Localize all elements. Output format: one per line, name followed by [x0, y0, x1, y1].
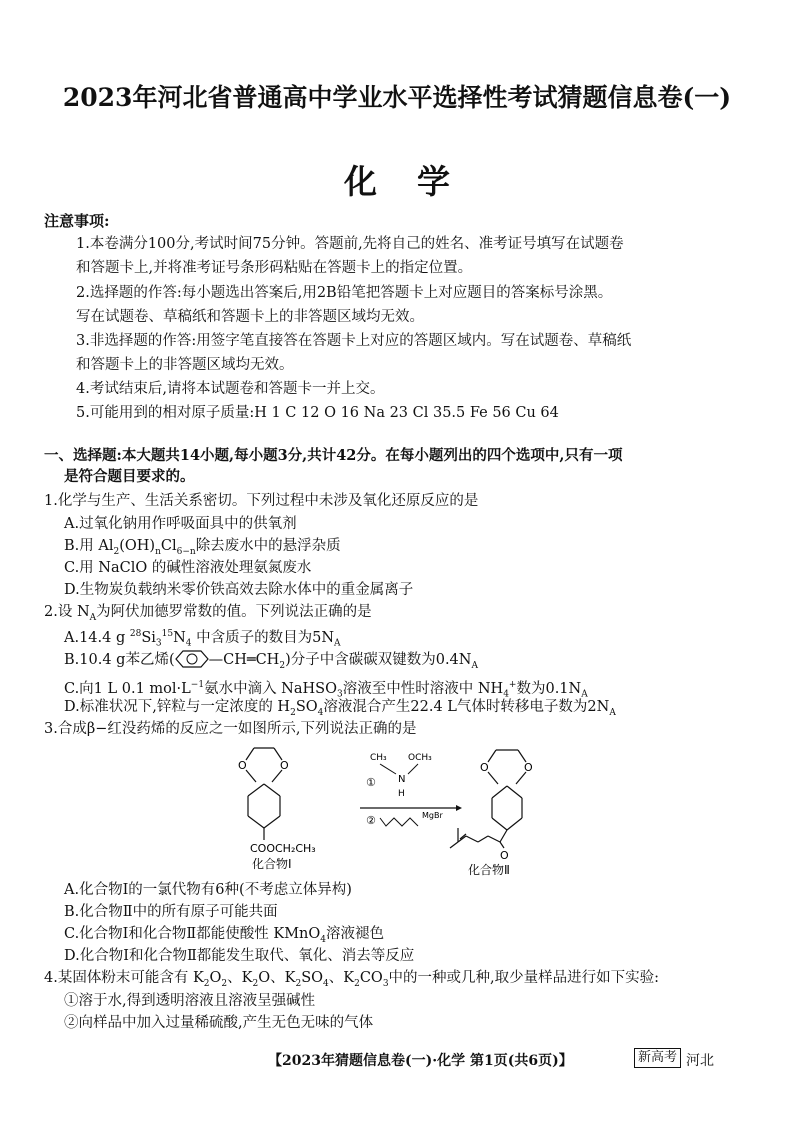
q2-option-c: C.向1 L 0.1 $mol\cdot L^{-1}$氨水中滴入 NaHSO$_3$溶液至中性时溶液中 $NH_4^+$数为$0.1N_A$: [64, 680, 588, 700]
benzene-ring-icon: [175, 650, 209, 668]
page-footer: 【2023年猜题信息卷(一)·化学 第1页(共6页)】: [268, 1053, 573, 1069]
q2-option-d: D.标准状况下,锌粒与一定浓度的 $H_2SO_4$溶液混合产生22.4 L气体时转移电子数为$2N_A$: [64, 699, 616, 718]
notice-line: 写在试题卷、草稿纸和答题卡上的非答题区域均无效。: [76, 309, 424, 325]
q4-stem: 4.某固体粉末可能含有 $K_2O_2$、$K_2O$、$K_2SO_4$、$K_2CO_3$中的一种或几种,取少量样品进行如下实验:: [44, 970, 660, 989]
notice-line: 和答题卡上的非答题区域均无效。: [76, 357, 294, 373]
notice-line: 和答题卡上,并将准考证号条形码粘贴在答题卡上的指定位置。: [76, 260, 473, 276]
compound-1-label: 化合物Ⅰ: [252, 857, 292, 871]
compound-1-structure: [246, 748, 282, 840]
notice-heading: 注意事项:: [44, 212, 110, 230]
step-1-label: ①: [366, 776, 376, 789]
exam-type-badge: 新高考: [634, 1048, 681, 1068]
q1-option-b: B.用 $Al_2(OH)_nCl_{6-n}$除去废水中的悬浮杂质: [64, 538, 341, 557]
compound-1-ester-group: COOCH₂CH₃: [250, 842, 316, 855]
notice-line: 5.可能用到的相对原子质量:H 1 C 12 O 16 Na 23 Cl 35.5 Fe 56 Cu 64: [76, 405, 559, 421]
grignard-chain: [380, 818, 418, 826]
q2-option-b: B.10.4 g苯乙烯( $—CH═CH_2$)分子中含碳碳双键数为$0.4N_A$: [64, 652, 478, 671]
reagent-h: H: [398, 789, 405, 799]
reagent-n: N: [398, 774, 406, 785]
q3-option-d: D.化合物Ⅰ和化合物Ⅱ都能发生取代、氧化、消去等反应: [64, 948, 415, 964]
q3-option-b: B.化合物Ⅱ中的所有原子可能共面: [64, 904, 278, 920]
compound-2-label: 化合物Ⅱ: [468, 863, 510, 877]
compound-1-oxygen-right: O: [280, 759, 289, 772]
compound-2-carbonyl-oxygen: O: [500, 849, 509, 862]
q1-option-d: D.生物炭负载纳米零价铁高效去除水体中的重金属离子: [64, 582, 414, 598]
reagent-mgbr: MgBr: [422, 811, 443, 820]
notice-line: 1.本卷满分100分,考试时间75分钟。答题前,先将自己的姓名、准考证号填写在试题卷: [76, 236, 624, 252]
q1-option-c: C.用 NaClO 的碱性溶液处理氨氮废水: [64, 560, 312, 576]
region-label: 河北: [686, 1053, 714, 1069]
step-2-label: ②: [366, 814, 376, 827]
notice-line: 2.选择题的作答:每小题选出答案后,用2B铅笔把答题卡上对应题目的答案标号涂黑。: [76, 285, 613, 301]
q3-option-a: A.化合物Ⅰ的一氯代物有6种(不考虑立体异构): [64, 882, 352, 898]
q3-stem: 3.合成β−红没药烯的反应之一如图所示,下列说法正确的是: [44, 721, 417, 737]
exam-title: 2023年河北省普通高中学业水平选择性考试猜题信息卷(一): [62, 83, 732, 112]
q2-option-a: A.14.4 g $^{28}Si_3^{15}N_4$ 中含质子的数目为$5N_A$: [64, 629, 341, 649]
q4-experiment-2: ②向样品中加入过量稀硫酸,产生无色无味的气体: [64, 1015, 374, 1031]
reaction-arrow: [360, 805, 462, 811]
compound-2-oxygen-left: O: [480, 761, 489, 774]
notice-line: 4.考试结束后,请将本试题卷和答题卡一并上交。: [76, 381, 385, 397]
reagent-ch3: CH₃: [370, 753, 387, 763]
section-heading-cont: 是符合题目要求的。: [64, 468, 195, 485]
q3-option-c: C.化合物Ⅰ和化合物Ⅱ都能使酸性 KMnO$_4$溶液褪色: [64, 926, 385, 945]
subject-title: 化学: [344, 162, 490, 201]
q1-option-a: A.过氧化钠用作呼吸面具中的供氧剂: [64, 516, 297, 532]
q4-experiment-1: ①溶于水,得到透明溶液且溶液呈强碱性: [64, 993, 316, 1009]
notice-line: 3.非选择题的作答:用签字笔直接答在答题卡上对应的答题区域内。写在试题卷、草稿纸: [76, 333, 632, 349]
q1-stem: 1.化学与生产、生活关系密切。下列过程中未涉及氧化还原反应的是: [44, 493, 479, 509]
q2-stem: 2.设 $N_A$为阿伏加德罗常数的值。下列说法正确的是: [44, 604, 372, 623]
reagent-och3: OCH₃: [408, 753, 432, 763]
compound-1-oxygen-left: O: [238, 759, 247, 772]
compound-2-oxygen-right: O: [524, 761, 533, 774]
section-heading: 一、选择题:本大题共14小题,每小题3分,共计42分。在每小题列出的四个选项中,只有一项: [44, 447, 623, 464]
reaction-scheme: [220, 738, 580, 880]
